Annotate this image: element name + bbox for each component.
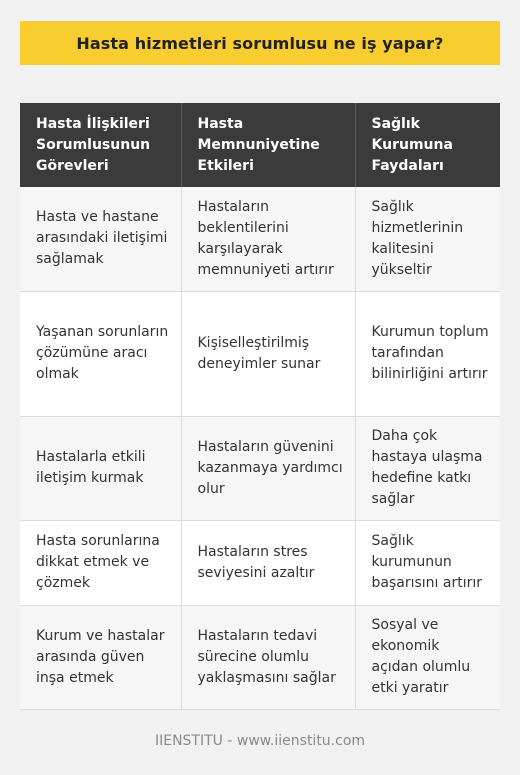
table-cell: Hastaların tedavi sürecine olumlu yaklaşmasını sağlar <box>181 605 355 709</box>
table-cell: Kurumun toplum tarafından bilinirliğini artırır <box>355 291 500 416</box>
header-institution-benefits: Sağlık Kurumuna Faydaları <box>355 103 500 187</box>
table-cell: Daha çok hastaya ulaşma hedefine katkı sağlar <box>355 416 500 520</box>
table-cell: Hastaların güvenini kazanmaya yardımcı olur <box>181 416 355 520</box>
table-row <box>20 605 500 709</box>
table-cell: Kurum ve hastalar arasında güven inşa etmek <box>20 605 181 709</box>
table-row <box>20 291 500 416</box>
page-title: Hasta hizmetleri sorumlusu ne iş yapar? <box>20 21 500 65</box>
header-satisfaction-effects: Hasta Memnuniyetine Etkileri <box>181 103 355 187</box>
table-row <box>20 416 500 520</box>
table-cell: Hastalarla etkili iletişim kurmak <box>20 416 181 520</box>
table-cell: Hastaların stres seviyesini azaltır <box>181 520 355 605</box>
footer-credit: IIENSTITU - www.iienstitu.com <box>154 733 366 749</box>
table-cell: Yaşanan sorunların çözümüne aracı olmak <box>20 291 181 416</box>
table-cell: Sağlık hizmetlerinin kalitesini yükseltir <box>355 187 500 291</box>
table-row <box>20 520 500 605</box>
table-cell: Kişiselleştirilmiş deneyimler sunar <box>181 291 355 416</box>
table-header-row <box>20 103 500 187</box>
table-cell: Hastaların beklentilerini karşılayarak memnuniyeti artırır <box>181 187 355 291</box>
table-cell: Sosyal ve ekonomik açıdan olumlu etki yaratır <box>355 605 500 709</box>
table-cell: Hasta sorunlarına dikkat etmek ve çözmek <box>20 520 181 605</box>
header-duties: Hasta İlişkileri Sorumlusunun Görevleri <box>20 103 181 187</box>
comparison-table <box>20 103 500 710</box>
table-row <box>20 187 500 291</box>
table-cell: Sağlık kurumunun başarısını artırır <box>355 520 500 605</box>
table-cell: Hasta ve hastane arasındaki iletişimi sağlamak <box>20 187 181 291</box>
